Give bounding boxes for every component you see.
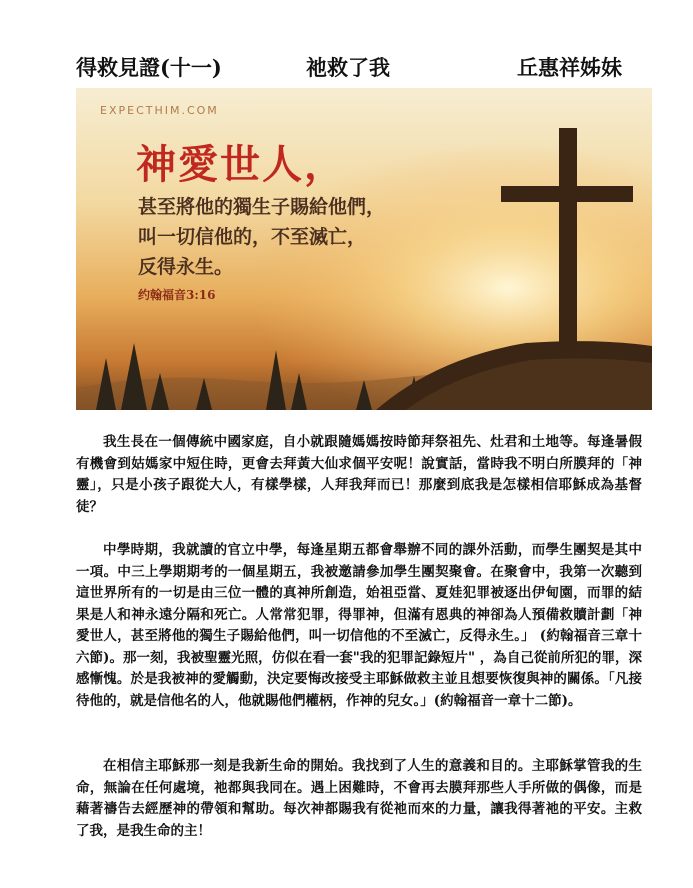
page-title: 祂救了我 [306, 55, 390, 80]
verse-headline: 神愛世人， [136, 141, 346, 188]
author-name: 丘惠祥姊妹 [517, 55, 622, 80]
verse-line: 叫一切信他的，不至滅亡， [138, 226, 367, 248]
site-watermark: EXPECTHIM.COM [100, 104, 219, 117]
testimony-paragraph: 我生長在一個傳統中國家庭，自小就跟隨媽媽按時節拜祭祖先、灶君和土地等。每逢暑假有機會到姑媽家中短住時，更會去拜黃大仙求個平安呢！說實話，當時我不明白所膜拜的「神靈」，只是小孩子跟從大人，有樣學樣，人拜我拜而已！那麼到底我是怎樣相信耶穌成為基督徒？ [76, 434, 642, 515]
testimony-paragraph: 在相信主耶穌那一刻是我新生命的開始。我找到了人生的意義和目的。主耶穌掌管我的生命，無論在任何處境，祂都與我同在。遇上困難時，不會再去膜拜那些人手所做的偶像，而是藉著禱告去經歷神的帶領和幫助。每次神都賜我有從祂而來的力量，讓我得著祂的平安。主救了我，是我生命的主！ [76, 758, 642, 839]
verse-line: 甚至將他的獨生子賜給他們， [138, 196, 386, 218]
hero-image [76, 88, 652, 410]
series-title: 得救見證(十一) [76, 55, 222, 80]
verse-reference: 约翰福音3:16 [138, 288, 216, 302]
page-header [76, 52, 622, 84]
verse-line: 反得永生。 [138, 256, 234, 278]
testimony-paragraph: 中學時期，我就讀的官立中學，每逢星期五都會舉辦不同的課外活動，而學生團契是其中一項。中三上學期期考的一個星期五，我被邀請參加學生團契聚會。在聚會中，我第一次聽到這世界所有的一切是由三位一體的真神所創造，始祖亞當、夏娃犯罪被逐出伊甸園，而罪的結果是人和神永遠分隔和死亡。人常常犯罪，得罪神，但滿有恩典的神卻為人預備救贖計劃「神愛世人，甚至將他的獨生子賜給他們，叫一切信他的不至滅亡，反得永生。」 (約翰福音三章十六節)。那一刻，我被聖靈光照，仿似在看一套"我的犯罪記錄短片" ，為自己從前所犯的罪，深感慚愧。於是我被神的愛觸動，決定要悔改接受主耶穌做救主並且想要恢復與神的關係。「凡接待他的，就是信他名的人，他就賜他們權柄，作神的兒女。」(約翰福音一章十二節)。 [76, 542, 642, 709]
